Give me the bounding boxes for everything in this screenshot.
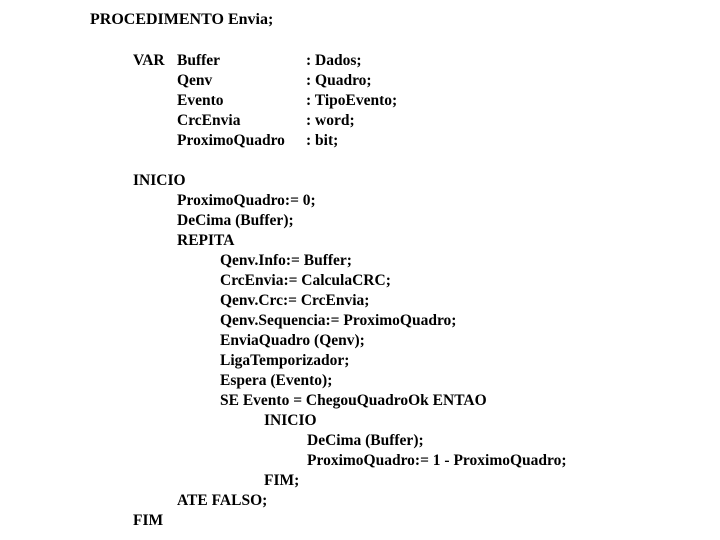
inner-line: DeCima (Buffer); [307,432,424,449]
code-line: DeCima (Buffer); [177,212,294,229]
loop-line: EnviaQuadro (Qenv); [220,332,365,349]
procedure-title: PROCEDIMENTO Envia; [90,11,274,28]
decl-name: Buffer [177,52,221,69]
decl-type: : word; [306,112,355,129]
decl-type: : Quadro; [306,72,372,89]
inner-inicio-keyword: INICIO [264,412,317,429]
decl-name: CrcEnvia [177,112,241,129]
loop-line: LigaTemporizador; [220,352,350,369]
loop-line: Qenv.Info:= Buffer; [220,252,352,269]
inner-fim-keyword: FIM; [264,472,300,489]
loop-line: Qenv.Sequencia:= ProximoQuadro; [220,312,457,329]
ate-keyword: ATE FALSO; [177,492,268,509]
code-line: ProximoQuadro:= 0; [177,192,316,209]
if-line: SE Evento = ChegouQuadroOk ENTAO [220,392,487,409]
decl-name: ProximoQuadro [177,132,285,149]
decl-type: : bit; [306,132,339,149]
decl-name: Evento [177,92,224,109]
decl-type: : Dados; [306,52,362,69]
loop-line: Qenv.Crc:= CrcEnvia; [220,292,370,309]
decl-name: Qenv [177,72,213,89]
decl-type: : TipoEvento; [306,92,398,109]
fim-keyword: FIM [133,512,164,529]
repita-keyword: REPITA [177,232,235,249]
var-keyword: VAR [133,52,165,69]
loop-line: CrcEnvia:= CalculaCRC; [220,272,391,289]
loop-line: Espera (Evento); [220,372,333,389]
inicio-keyword: INICIO [133,172,186,189]
inner-line: ProximoQuadro:= 1 - ProximoQuadro; [307,452,567,469]
